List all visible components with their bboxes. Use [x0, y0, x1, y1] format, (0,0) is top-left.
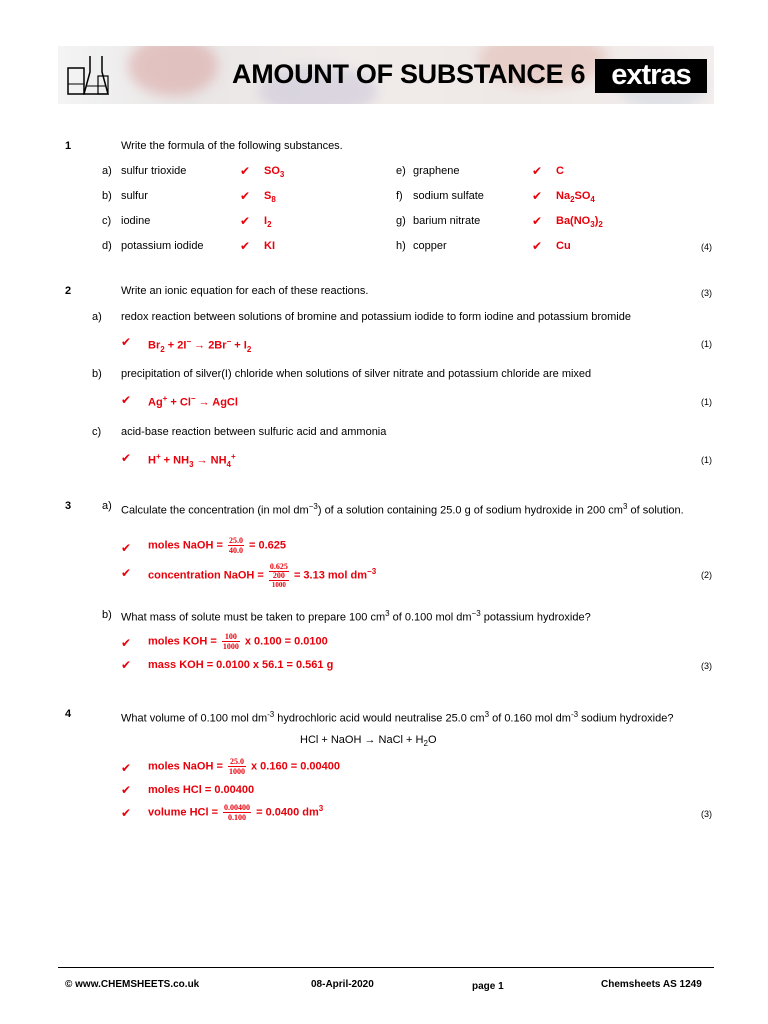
working-line: moles HCl = 0.00400 [148, 784, 255, 796]
item-label: a) [102, 165, 112, 177]
footer-code: Chemsheets AS 1249 [601, 979, 702, 990]
footer-website: © www.CHEMSHEETS.co.uk [65, 979, 200, 990]
check-icon: ✔ [121, 566, 132, 580]
item-answer: KI [264, 240, 275, 252]
part-text: acid-base reaction between sulfuric acid and ammonia [121, 426, 387, 438]
item-label: e) [396, 165, 406, 177]
part-label: c) [92, 426, 102, 438]
check-icon: ✔ [532, 214, 543, 228]
check-icon: ✔ [240, 214, 251, 228]
part-label: a) [92, 311, 102, 323]
question-number: 3 [65, 500, 72, 512]
footer-divider [58, 967, 714, 968]
item-name: sulfur trioxide [121, 165, 187, 177]
item-label: d) [102, 240, 112, 252]
item-name: potassium iodide [121, 240, 204, 252]
item-label: h) [396, 240, 406, 252]
item-answer: $Ba(NO_3)_2$ [556, 215, 603, 230]
extras-badge: extras [595, 59, 707, 93]
chemical-equation: HCl + NaOH → NaCl + $H_2O$ [300, 734, 437, 749]
part-label: b) [102, 609, 112, 621]
item-answer: Cu [556, 240, 571, 252]
marks: (4) [701, 242, 712, 252]
part-label: b) [92, 368, 102, 380]
working-line: volume HCl = $\frac{0.00400}{0.100}$ = 0.0400 $dm^3$ [148, 803, 324, 822]
check-icon: ✔ [121, 806, 132, 820]
marks: (1) [701, 339, 712, 349]
working-line: moles NaOH = $\frac{25.0}{1000}$ x 0.160 = 0.00400 [148, 757, 341, 776]
check-icon: ✔ [240, 239, 251, 253]
item-name: sodium sulfate [413, 190, 484, 202]
working-line: moles KOH = $\frac{100}{1000}$ x 0.100 = 0.0100 [148, 632, 328, 651]
footer-date: 08-April-2020 [311, 979, 374, 990]
check-icon: ✔ [240, 189, 251, 203]
working-line: concentration NaOH = 0.625 200 1000 = 3.13 mol $dm^{-3}$ [148, 562, 377, 589]
footer-page: page 1 [472, 981, 504, 992]
item-name: iodine [121, 215, 151, 227]
check-icon: ✔ [121, 451, 132, 465]
marks: (2) [701, 570, 712, 580]
check-icon: ✔ [121, 335, 132, 349]
marks: (3) [701, 661, 712, 671]
check-icon: ✔ [121, 658, 132, 672]
part-text: precipitation of silver(I) chloride when solutions of silver nitrate and potassium chloride are mixed [121, 368, 592, 380]
check-icon: ✔ [532, 164, 543, 178]
question-number: 1 [65, 140, 72, 152]
check-icon: ✔ [532, 239, 543, 253]
marks: (3) [701, 809, 712, 819]
question-number: 4 [65, 708, 72, 720]
check-icon: ✔ [121, 761, 132, 775]
item-label: b) [102, 190, 112, 202]
part-text: Calculate the concentration (in mol $dm^{-3}$) of a solution containing 25.0 g of sodium hydroxide in 200 $cm^3$ of solution. [121, 502, 684, 517]
marks: (3) [701, 288, 712, 298]
lab-glassware-icon [64, 50, 112, 100]
check-icon: ✔ [121, 636, 132, 650]
item-answer: $I_2$ [264, 215, 272, 230]
item-name: graphene [413, 165, 460, 177]
part-text: What mass of solute must be taken to prepare 100 $cm^3$ of 0.100 mol $dm^{-3}$ potassium hydroxide? [121, 609, 591, 624]
part-label: a) [102, 500, 112, 512]
check-icon: ✔ [240, 164, 251, 178]
part-text: redox reaction between solutions of bromine and potassium iodide to form iodine and potassium bromide [121, 311, 631, 323]
answer-equation: $H^+ + NH_3 \to NH_4^+$ [148, 452, 236, 469]
item-label: g) [396, 215, 406, 227]
page-title: AMOUNT OF SUBSTANCE 6 [232, 59, 586, 89]
item-answer: C [556, 165, 564, 177]
item-label: c) [102, 215, 112, 227]
check-icon: ✔ [532, 189, 543, 203]
working-line: mass KOH = 0.0100 x 56.1 = 0.561 g [148, 659, 334, 671]
marks: (1) [701, 455, 712, 465]
item-answer: $S_8$ [264, 190, 276, 205]
answer-equation: Ag+ + Cl− → AgCl [148, 394, 238, 409]
check-icon: ✔ [121, 541, 132, 555]
check-icon: ✔ [121, 783, 132, 797]
working-line: moles NaOH = $\frac{25.0}{40.0}$ = 0.625 [148, 536, 287, 555]
item-label: f) [396, 190, 403, 202]
item-answer: $SO_3$ [264, 165, 285, 180]
item-name: sulfur [121, 190, 148, 202]
marks: (1) [701, 397, 712, 407]
answer-equation: $Br_2 + 2I^- \to 2Br^- + I_2$ [148, 337, 252, 354]
check-icon: ✔ [121, 393, 132, 407]
item-answer: $Na_2SO_4$ [556, 190, 595, 205]
question-prompt: What volume of 0.100 mol $dm^{-3}$ hydrochloric acid would neutralise 25.0 $cm^3$ of 0.160 mol $dm^{-3}$ sodium hydroxide? [121, 710, 674, 725]
question-number: 2 [65, 285, 72, 297]
item-name: barium nitrate [413, 215, 481, 227]
question-prompt: Write an ionic equation for each of these reactions. [121, 285, 369, 297]
question-prompt: Write the formula of the following substances. [121, 140, 343, 152]
item-name: copper [413, 240, 447, 252]
